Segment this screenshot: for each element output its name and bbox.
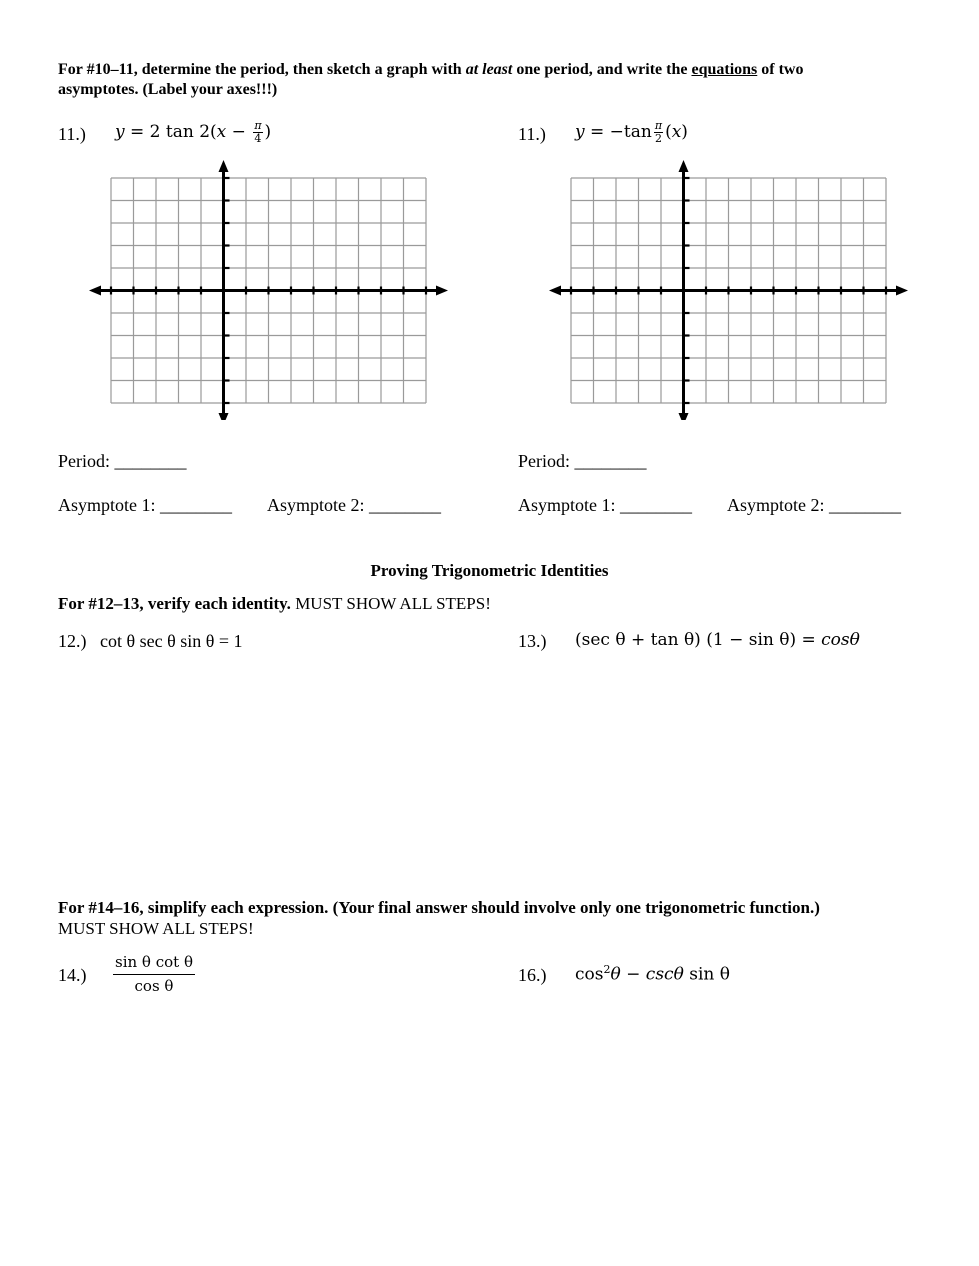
expr-part: cos bbox=[575, 964, 604, 985]
eq-fraction bbox=[654, 120, 663, 145]
eq-part: − bbox=[226, 122, 252, 142]
eq-part: ( bbox=[665, 122, 672, 142]
eq-var: y bbox=[575, 122, 585, 142]
asymptote1-right[interactable]: Asymptote 1: ________ bbox=[518, 495, 692, 515]
problem-11a-number: 11.) bbox=[58, 124, 86, 144]
instr-bold: For #12–13, verify each identity. bbox=[58, 594, 291, 613]
instr-line2: asymptotes. (Label your axes!!!) bbox=[58, 81, 278, 98]
graphing-instructions bbox=[58, 60, 938, 100]
problem-11a-equation bbox=[115, 120, 271, 145]
eq-part: ) bbox=[264, 122, 272, 142]
period-right[interactable]: Period: ________ bbox=[518, 451, 647, 471]
frac-num: π bbox=[254, 119, 262, 132]
expr-lhs: (sec θ + tan θ) (1 − sin θ) = bbox=[575, 630, 822, 650]
x-axis-arrow-left bbox=[549, 286, 561, 296]
eq-var: x bbox=[216, 122, 227, 142]
problem-13-expression bbox=[575, 630, 860, 650]
frac-den: cos θ bbox=[134, 977, 174, 995]
asymptote1-left[interactable]: Asymptote 1: ________ bbox=[58, 495, 232, 515]
problem-12-number: 12.) bbox=[58, 631, 87, 651]
eq-var: y bbox=[115, 122, 125, 142]
problem-12-expression: cot θ sec θ sin θ = 1 bbox=[100, 631, 243, 651]
frac-num: π bbox=[654, 119, 663, 132]
problem-16-number: 16.) bbox=[518, 965, 547, 985]
x-axis-arrow-right bbox=[436, 286, 448, 296]
instr-bold: For #14–16, simplify each expression. (Your final answer should involve only one trigonometric function.) bbox=[58, 898, 820, 917]
expr-rhs: cosθ bbox=[821, 630, 860, 650]
y-axis-arrow-down bbox=[219, 413, 229, 420]
expr-part: sin θ bbox=[683, 964, 730, 985]
expr-part: θ bbox=[610, 964, 621, 985]
expr-exponent: 2 bbox=[603, 963, 611, 976]
coordinate-grid-left[interactable] bbox=[85, 160, 455, 420]
eq-var: x bbox=[671, 122, 682, 142]
expr-part: cscθ bbox=[645, 964, 684, 985]
x-axis-arrow-right bbox=[896, 286, 908, 296]
identities-instructions bbox=[58, 594, 491, 614]
problem-14-number: 14.) bbox=[58, 965, 87, 985]
y-axis-arrow-up bbox=[219, 160, 229, 172]
asymptote2-right[interactable]: Asymptote 2: ________ bbox=[727, 495, 901, 515]
instr-rest: MUST SHOW ALL STEPS! bbox=[290, 594, 491, 613]
instr-part: one period, and write the bbox=[512, 61, 692, 78]
instr-part: of two bbox=[757, 61, 804, 78]
y-axis-arrow-down bbox=[679, 413, 689, 420]
eq-part: = 2 tan 2( bbox=[124, 122, 217, 142]
frac-num: sin θ cot θ bbox=[113, 951, 195, 975]
frac-den: 2 bbox=[654, 132, 662, 145]
period-left[interactable]: Period: ________ bbox=[58, 451, 187, 471]
eq-part: ) bbox=[681, 122, 688, 142]
problem-13-number: 13.) bbox=[518, 631, 547, 651]
eq-fraction bbox=[253, 120, 262, 145]
problem-11b-number: 11.) bbox=[518, 124, 546, 144]
problem-14-expression bbox=[113, 951, 195, 997]
coordinate-grid-right[interactable] bbox=[545, 160, 915, 420]
asymptote2-left[interactable]: Asymptote 2: ________ bbox=[267, 495, 441, 515]
frac-den: 4 bbox=[254, 132, 262, 145]
instr-line2: MUST SHOW ALL STEPS! bbox=[58, 919, 254, 938]
simplify-instructions bbox=[58, 897, 958, 939]
expr-part: − bbox=[620, 964, 646, 985]
instr-italic: at least bbox=[465, 61, 513, 78]
x-axis-arrow-left bbox=[89, 286, 101, 296]
problem-11b-equation bbox=[575, 120, 688, 145]
section-heading: Proving Trigonometric Identities bbox=[370, 561, 609, 580]
problem-16-expression bbox=[575, 963, 730, 985]
y-axis-arrow-up bbox=[679, 160, 689, 172]
instr-underline: equations bbox=[691, 61, 758, 78]
instr-part: For #10–11, determine the period, then sketch a graph with bbox=[58, 61, 466, 78]
eq-part: = −tan bbox=[584, 122, 652, 142]
